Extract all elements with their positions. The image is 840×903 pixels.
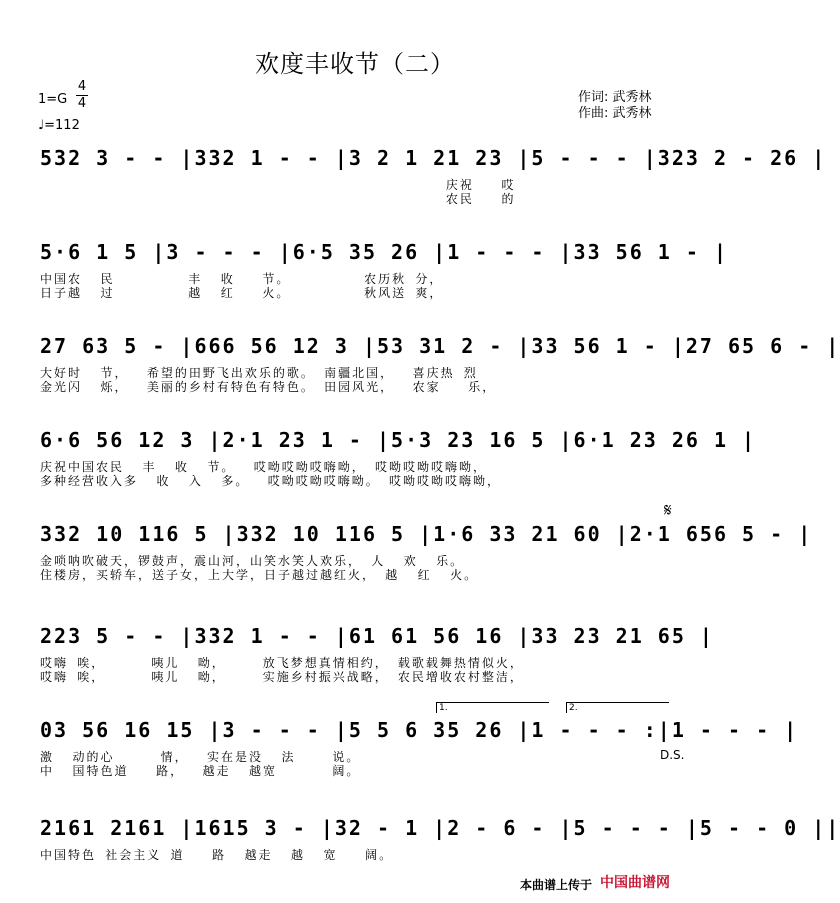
lyrics-verse-1: 哎嗨 唉， 咦儿 呦， 放飞梦想真情相约， 载歌载舞热情似火， — [40, 656, 524, 670]
time-signature — [76, 80, 88, 111]
notation-line: 27 63 5 - |666 56 12 3 |53 31 2 - |33 56 1 - |27 65 6 - | — [40, 334, 840, 358]
notation-line: 223 5 - - |332 1 - - |61 61 56 16 |33 23 21 65 | — [40, 624, 714, 648]
notation-line: 332 10 116 5 |332 10 116 5 |1·6 33 21 60 |2·1 656 5 - | — [40, 522, 813, 546]
lyrics-verse-2: 中 国特色道 路， 越走 越宽 阔。 — [40, 764, 361, 778]
lyrics-verse-2: 日子越 过 越 红 火。 秋风送 爽， — [40, 286, 444, 300]
composer: 作曲: 武秀林 — [578, 106, 652, 121]
lyrics-verse-2: 农民 的 — [40, 192, 516, 206]
lyrics-verse-1: 激 动的心 情， 实在是没 法 说。 — [40, 750, 361, 764]
lyrics-verse-2: 金光闪 烁， 美丽的乡村有特色有特色。 田园风光， 农家 乐， — [40, 380, 497, 394]
song-title: 欢度丰收节（二） — [255, 50, 455, 78]
lyrics-verse-2: 住楼房，买轿车，送子女，上大学，日子越过越红火， 越 红 火。 — [40, 568, 479, 582]
lyrics-verse-2: 哎嗨 唉， 咦儿 呦， 实施乡村振兴战略， 农民增收农村整洁， — [40, 670, 524, 684]
time-sig-bottom: 4 — [77, 96, 87, 111]
first-ending-bracket: 1. — [436, 702, 549, 713]
lyrics-verse-1: 庆祝 哎 — [40, 178, 516, 192]
footer-upload-note: 本曲谱上传于 — [520, 878, 593, 892]
segno-icon: 𝄋 — [664, 500, 672, 521]
tempo-marking: ♩=112 — [38, 118, 80, 133]
notation-line: 5·6 1 5 |3 - - - |6·5 35 26 |1 - - - |33 56 1 - | — [40, 240, 729, 264]
notation-line: 532 3 - - |332 1 - - |3 2 1 21 23 |5 - - - |323 2 - 26 | — [40, 146, 827, 170]
time-sig-top: 4 — [77, 79, 87, 94]
lyrics-verse-1: 庆祝中国农民 丰 收 节。 哎呦哎呦哎嗨呦， 哎呦哎呦哎嗨呦， — [40, 460, 488, 474]
second-ending-bracket: 2. — [566, 702, 669, 713]
key-signature: 1=G — [38, 92, 68, 107]
lyricist: 作词: 武秀林 — [578, 90, 652, 105]
dal-segno-marking: D.S. — [660, 748, 685, 762]
notation-line: 03 56 16 15 |3 - - - |5 5 6 35 26 |1 - - - :|1 - - - | — [40, 718, 799, 742]
lyrics-verse-1: 大好时 节， 希望的田野飞出欢乐的歌。 南疆北国， 喜庆热 烈 — [40, 366, 478, 380]
lyrics-verse-1: 中国特色 社会主义 道 路 越走 越 宽 阔。 — [40, 848, 394, 862]
lyrics-verse-1: 金唢呐吹破天，锣鼓声，震山河，山笑水笑人欢乐， 人 欢 乐。 — [40, 554, 465, 568]
lyrics-verse-1: 中国农 民 丰 收 节。 农历秋 分， — [40, 272, 444, 286]
lyrics-verse-2: 多种经营收入多 收 入 多。 哎呦哎呦哎嗨呦。 哎呦哎呦哎嗨呦， — [40, 474, 502, 488]
notation-line: 2161 2161 |1615 3 - |32 - 1 |2 - 6 - |5 - - - |5 - - 0 || — [40, 816, 840, 840]
notation-line: 6·6 56 12 3 |2·1 23 1 - |5·3 23 16 5 |6·1 23 26 1 | — [40, 428, 757, 452]
site-logo: 中国曲谱网 — [600, 875, 670, 891]
credits — [578, 90, 652, 122]
